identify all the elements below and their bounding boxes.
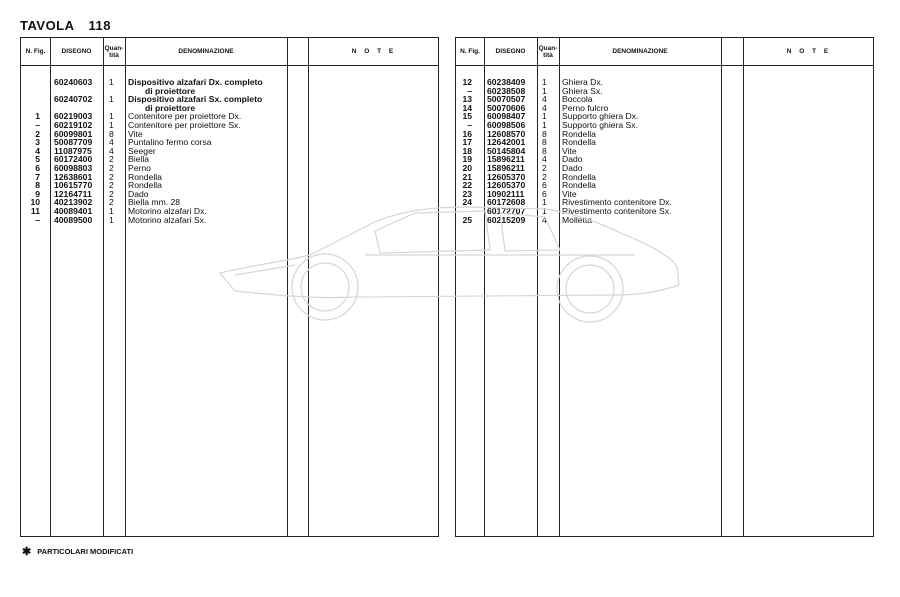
fig-number: 16 bbox=[462, 128, 472, 139]
quantity: 1 bbox=[109, 205, 114, 216]
quantity: 2 bbox=[109, 197, 114, 208]
part-code: 60172707 bbox=[487, 205, 526, 216]
part-code: 60240603 bbox=[54, 77, 93, 87]
fig-number: 2 bbox=[35, 128, 40, 139]
fig-number: – bbox=[467, 85, 472, 96]
description: Boccola bbox=[562, 94, 593, 105]
part-code: 40213902 bbox=[54, 197, 93, 208]
header-disegno: DISEGNO bbox=[495, 48, 526, 55]
description: Rivestimento contenitore Sx. bbox=[562, 205, 672, 216]
quantity: 4 bbox=[542, 102, 547, 113]
header-quantita: Quan- tità bbox=[538, 44, 558, 59]
description: Perno fulcro bbox=[562, 102, 609, 113]
fig-number: 22 bbox=[462, 180, 472, 191]
quantity: 4 bbox=[542, 214, 547, 225]
fig-number: 6 bbox=[35, 162, 40, 173]
quantity: 6 bbox=[542, 188, 547, 199]
fig-number: 11 bbox=[30, 205, 40, 216]
description: Rondella bbox=[128, 171, 162, 182]
fig-number: 14 bbox=[462, 102, 472, 113]
part-code: 60219102 bbox=[54, 119, 93, 130]
fig-number: 7 bbox=[35, 171, 40, 182]
fig-number: 4 bbox=[35, 145, 40, 156]
part-code: 11087975 bbox=[54, 145, 92, 156]
quantity: 1 bbox=[109, 214, 114, 225]
part-code: 12605370 bbox=[487, 180, 526, 191]
page-title bbox=[20, 18, 111, 33]
part-code: 40089500 bbox=[54, 214, 93, 225]
quantity: 4 bbox=[542, 154, 547, 165]
header-quantita: Quan- tità bbox=[104, 44, 124, 59]
table-row bbox=[21, 216, 438, 225]
header-denominazione: DENOMINAZIONE bbox=[178, 48, 234, 55]
part-code: 60219003 bbox=[54, 111, 93, 122]
description: Motorino alzafari Dx. bbox=[128, 205, 207, 216]
description: Vite bbox=[562, 145, 577, 156]
asterisk-icon: ✱ bbox=[22, 546, 32, 558]
quantity: 2 bbox=[109, 154, 114, 165]
fig-number: 18 bbox=[462, 145, 472, 156]
quantity: 4 bbox=[542, 94, 547, 105]
quantity: 1 bbox=[542, 205, 547, 216]
part-code: 60098506 bbox=[487, 119, 526, 130]
description: Rivestimento contenitore Dx. bbox=[562, 197, 672, 208]
description: Motorino alzafari Sx. bbox=[128, 214, 207, 225]
part-code: 50070606 bbox=[487, 102, 526, 113]
header-fig: N. Fig. bbox=[460, 48, 480, 55]
fig-number: – bbox=[35, 119, 40, 130]
part-code: 60098407 bbox=[487, 111, 526, 122]
quantity: 1 bbox=[542, 77, 547, 87]
quantity: 8 bbox=[542, 137, 547, 148]
fig-number: 23 bbox=[462, 188, 472, 199]
description: Seeger bbox=[128, 145, 156, 156]
fig-number: 25 bbox=[462, 214, 472, 225]
description: Dispositivo alzafari Sx. completo bbox=[128, 94, 263, 105]
quantity: 1 bbox=[109, 111, 114, 122]
description: Biella mm. 28 bbox=[128, 197, 181, 208]
description: Dispositivo alzafari Dx. completo bbox=[128, 77, 263, 87]
quantity: 1 bbox=[542, 85, 547, 96]
fig-number: 8 bbox=[35, 180, 40, 191]
fig-number: 20 bbox=[462, 162, 472, 173]
description: Dado bbox=[562, 162, 583, 173]
fig-number: – bbox=[467, 119, 472, 130]
description: di proiettore bbox=[145, 85, 196, 96]
fig-number: 12 bbox=[462, 77, 472, 87]
part-code: 15896211 bbox=[487, 154, 525, 165]
quantity: 1 bbox=[109, 119, 114, 130]
part-code: 60172400 bbox=[54, 154, 93, 165]
table-row bbox=[21, 78, 438, 87]
quantity: 4 bbox=[109, 137, 114, 148]
fig-number: 21 bbox=[462, 171, 472, 182]
fig-number: 3 bbox=[35, 137, 40, 148]
part-code: 60240702 bbox=[54, 94, 93, 105]
part-code: 60215209 bbox=[487, 214, 526, 225]
part-code: 12608570 bbox=[487, 128, 526, 139]
fig-number: 19 bbox=[462, 154, 472, 165]
description: Contenitore per proiettore Sx. bbox=[128, 119, 241, 130]
parts-table-right bbox=[455, 37, 874, 537]
part-code: 50145804 bbox=[487, 145, 526, 156]
part-code: 12638601 bbox=[54, 171, 93, 182]
description: Puntalino fermo corsa bbox=[128, 137, 212, 148]
fig-number: 1 bbox=[35, 111, 40, 122]
part-code: 12605370 bbox=[487, 171, 526, 182]
description: Rondella bbox=[562, 137, 596, 148]
quantity: 2 bbox=[109, 171, 114, 182]
description: Supporto ghiera Dx. bbox=[562, 111, 639, 122]
header-denominazione: DENOMINAZIONE bbox=[612, 48, 668, 55]
part-code: 40089401 bbox=[54, 205, 93, 216]
table-row bbox=[456, 216, 873, 225]
description: di proiettore bbox=[145, 102, 196, 113]
title-number: 118 bbox=[88, 18, 111, 33]
fig-number: – bbox=[467, 205, 472, 216]
table-row bbox=[21, 95, 438, 104]
part-code: 60172608 bbox=[487, 197, 526, 208]
part-code: 60098803 bbox=[54, 162, 93, 173]
header-note: N O T E bbox=[351, 48, 397, 55]
fig-number: 9 bbox=[35, 188, 40, 199]
description: Ghiera Sx. bbox=[562, 85, 603, 96]
quantity: 4 bbox=[109, 145, 114, 156]
parts-table-left bbox=[20, 37, 439, 537]
description: Dado bbox=[128, 188, 149, 199]
header-disegno: DISEGNO bbox=[61, 48, 92, 55]
fig-number: 15 bbox=[462, 111, 472, 122]
description: Contenitore per proiettore Dx. bbox=[128, 111, 242, 122]
fig-number: 13 bbox=[462, 94, 472, 105]
part-code: 50070507 bbox=[487, 94, 526, 105]
description: Ghiera Dx. bbox=[562, 77, 604, 87]
quantity: 2 bbox=[109, 180, 114, 191]
part-code: 10902111 bbox=[487, 188, 525, 199]
description: Dado bbox=[562, 154, 583, 165]
quantity: 1 bbox=[542, 119, 547, 130]
fig-number: 5 bbox=[35, 154, 40, 165]
quantity: 2 bbox=[109, 162, 114, 173]
description: Rondella bbox=[562, 171, 596, 182]
part-code: 60099801 bbox=[54, 128, 93, 139]
quantity: 1 bbox=[542, 111, 547, 122]
part-code: 60238409 bbox=[487, 77, 526, 87]
quantity: 1 bbox=[109, 77, 114, 87]
title-label: TAVOLA bbox=[20, 18, 75, 33]
quantity: 8 bbox=[109, 128, 114, 139]
description: Vite bbox=[562, 188, 577, 199]
quantity: 1 bbox=[542, 197, 547, 208]
fig-number: 24 bbox=[462, 197, 472, 208]
part-code: 12164711 bbox=[54, 188, 92, 199]
part-code: 10615770 bbox=[54, 180, 93, 191]
fig-number: 10 bbox=[30, 197, 40, 208]
table-rows bbox=[21, 78, 438, 224]
description: Biella bbox=[128, 154, 150, 165]
part-code: 60238508 bbox=[487, 85, 526, 96]
fig-number: 17 bbox=[462, 137, 472, 148]
part-code: 12642001 bbox=[487, 137, 526, 148]
table-rows bbox=[456, 78, 873, 224]
description: Rondella bbox=[562, 180, 596, 191]
quantity: 8 bbox=[542, 145, 547, 156]
description: Perno bbox=[128, 162, 151, 173]
fig-number: – bbox=[35, 214, 40, 225]
description: Supporto ghiera Sx. bbox=[562, 119, 638, 130]
part-code: 50087709 bbox=[54, 137, 93, 148]
quantity: 2 bbox=[542, 162, 547, 173]
footer-text: PARTICOLARI MODIFICATI bbox=[37, 547, 134, 556]
part-code: 15896211 bbox=[487, 162, 525, 173]
quantity: 6 bbox=[542, 180, 547, 191]
description: Rondella bbox=[562, 128, 596, 139]
description: Rondella bbox=[128, 180, 162, 191]
header-fig: N. Fig. bbox=[25, 48, 46, 55]
description: Molletta bbox=[562, 214, 593, 225]
quantity: 2 bbox=[109, 188, 114, 199]
quantity: 2 bbox=[542, 171, 547, 182]
quantity: 1 bbox=[109, 94, 114, 105]
quantity: 8 bbox=[542, 128, 547, 139]
header-note: N O T E bbox=[786, 48, 832, 55]
footer-note bbox=[22, 545, 133, 558]
description: Vite bbox=[128, 128, 143, 139]
